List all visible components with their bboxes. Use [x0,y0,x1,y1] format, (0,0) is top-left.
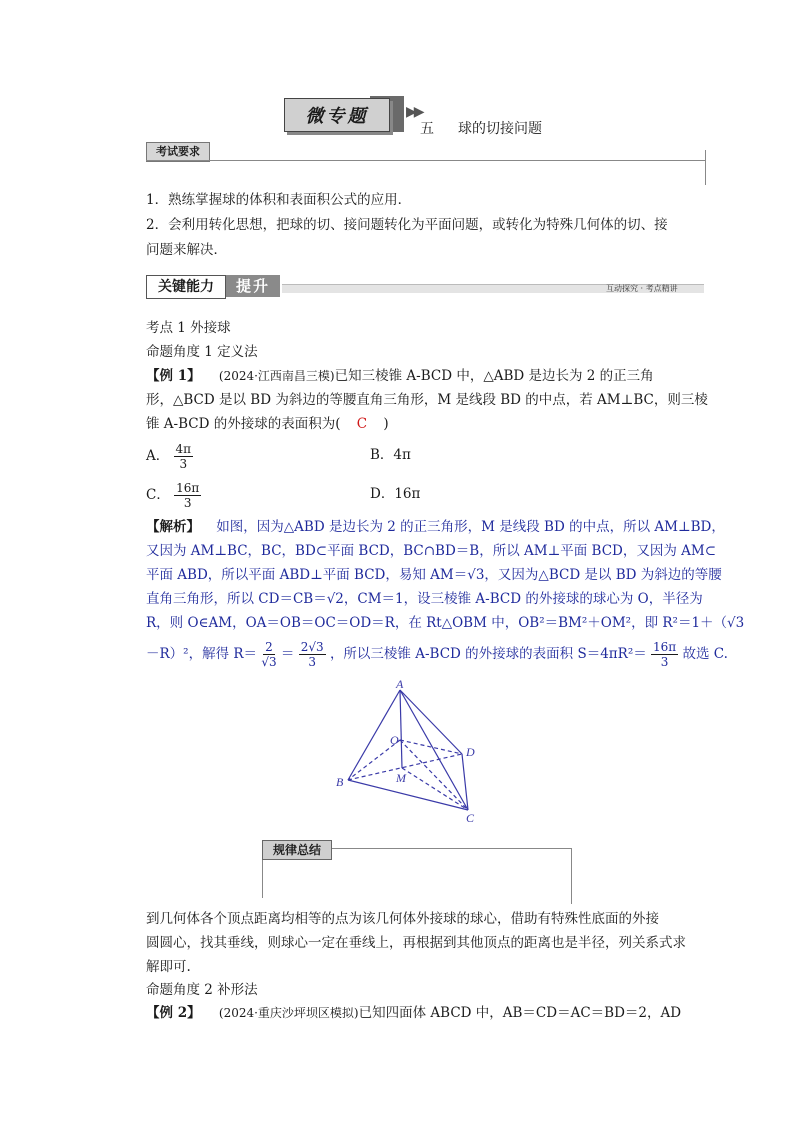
analysis-tag: 【解析】 [146,519,200,535]
summary-box-right [571,848,572,904]
option-c-numerator: 16π [176,481,200,495]
example-1-line-2: 形，△BCD 是以 BD 为斜边的等腰直角三角形，M 是线段 BD 的中点，若 AM⊥BC，则三棱 [146,392,708,408]
topic-badge: 微专题 [284,98,390,132]
analysis-fraction-3 [651,640,678,669]
analysis-fraction-2 [299,640,326,669]
option-c-denominator: 3 [183,496,192,510]
requirement-item-2-line-1: 2．会利用转化思想，把球的切、接问题转化为平面问题，或转化为特殊几何体的切、接 [146,217,668,233]
section-banner-box: 提升 [226,275,280,297]
analysis-line-4: 直角三角形，所以 CD＝CB＝√2，CM＝1，设三棱锥 A-BCD 的外接球的球心为 O，半径为 [146,591,703,607]
option-a-label: A． [146,448,170,464]
analysis-fraction-2-numerator: 2√3 [300,640,324,654]
analysis-text-6c: 故选 C. [682,646,728,662]
example-1-answer: C [356,416,368,432]
example-2-text-1: 已知四面体 ABCD 中，AB＝CD＝AC＝BD＝2，AD [358,1005,682,1021]
option-a-denominator: 3 [179,457,188,471]
example-1-line-3 [146,411,389,437]
summary-line-2: 圆圆心，找其垂线，则球心一定在垂线上，再根据到其他顶点的距离也是半径，列关系式求 [146,935,686,951]
summary-box-top [330,848,571,849]
label-b: B [336,775,344,789]
segment-mc [402,768,468,810]
example-2-source: (2024·重庆沙坪坝区模拟) [218,1006,359,1020]
tetrahedron-figure [330,676,490,826]
label-d: D [466,745,475,759]
requirements-tab: 考试要求 [146,142,210,162]
edge-bc [348,780,468,810]
summary-line-1: 到几何体各个顶点距离均相等的点为该几何体外接球的球心，借助有特殊性底面的外接 [146,911,659,927]
section-angle-2: 命题角度 2 补形法 [146,982,258,998]
analysis-line-1 [146,514,725,540]
analysis-text-6a: －R）²，解得 R＝ [146,646,258,662]
analysis-line-5: R，则 O∈AM，OA＝OB＝OC＝OD＝R，在 Rt△OBM 中，OB²＝BM²＋OM²，即 R²＝1＋（√3 [146,615,745,631]
analysis-fraction-1-numerator: 2 [265,640,273,654]
analysis-text-6b: ，所以三棱锥 A-BCD 的外接球的表面积 S＝4πR²＝ [329,646,647,662]
segment-am [400,690,402,768]
option-a [146,442,193,471]
analysis-text-1: 如图，因为△ABD 是边长为 2 的正三角形，M 是线段 BD 的中点，所以 AM⊥BD， [216,519,725,535]
section-angle-1: 命题角度 1 定义法 [146,344,258,360]
topic-number: 五 [420,121,434,137]
requirement-item-1: 1．熟练掌握球的体积和表面积公式的应用． [146,192,412,208]
example-1-text-1: 已知三棱锥 A-BCD 中，△ABD 是边长为 2 的正三角 [334,368,654,384]
option-c [146,481,201,510]
analysis-line-6 [146,640,728,669]
analysis-fraction-1-denominator: √3 [261,655,277,669]
example-1-line-1 [146,363,654,389]
option-a-numerator: 4π [175,442,192,456]
summary-box-left [262,858,263,898]
example-1-close-paren: ) [383,416,389,432]
label-c: C [466,811,475,825]
requirements-rule-right [705,150,706,185]
requirement-item-2-line-2: 问题来解决． [146,242,227,258]
analysis-fraction-3-numerator: 16π [653,640,677,654]
option-a-fraction [174,442,194,471]
label-o: O [390,733,399,747]
analysis-equals: ＝ [280,646,295,662]
example-1-tag: 【例 1】 [146,368,201,384]
summary-line-3: 解即可. [146,959,191,975]
option-c-fraction [174,481,201,510]
topic-title: 球的切接问题 [458,121,542,137]
analysis-line-3: 平面 ABD，所以平面 ABD⊥平面 BCD，易知 AM＝√3，又因为△BCD 是以 BD 为斜边的等腰 [146,567,722,583]
option-b: B．4π [370,447,411,463]
label-a: A [396,677,404,691]
example-1-text-3: 锥 A-BCD 的外接球的表面积为( [146,416,341,432]
analysis-fraction-3-denominator: 3 [660,655,669,669]
double-arrow-icon: ▶▶ [406,104,422,120]
section-banner-label: 关键能力 [146,275,226,299]
section-point-1: 考点 1 外接球 [146,320,231,336]
example-2-line-1 [146,1000,681,1026]
option-c-label: C． [146,487,170,503]
example-1-source: (2024·江西南昌三模) [218,369,335,383]
option-d: D．16π [370,486,421,502]
label-m: M [396,771,406,785]
analysis-line-2: 又因为 AM⊥BC，BC，BD⊂平面 BCD，BC∩BD＝B，所以 AM⊥平面 BCD，又因为 AM⊂ [146,543,717,559]
segment-od [400,740,462,754]
example-2-tag: 【例 2】 [146,1005,201,1021]
section-banner-caption: 互动探究 · 考点精讲 [606,284,678,293]
analysis-fraction-1 [261,640,276,669]
analysis-fraction-2-denominator: 3 [308,655,316,669]
summary-tab: 规律总结 [262,840,332,860]
requirements-rule [146,160,706,161]
